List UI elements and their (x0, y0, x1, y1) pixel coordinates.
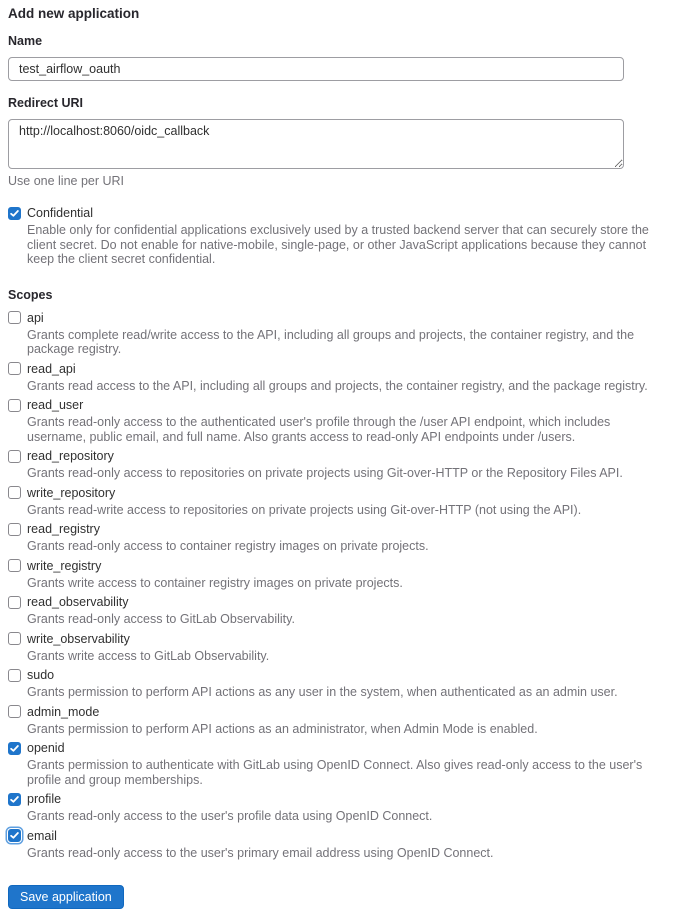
scope-item (8, 521, 684, 554)
scope-item (8, 631, 684, 664)
scope-checkbox[interactable] (8, 705, 21, 718)
scope-description: Grants complete read/write access to the API, including all groups and projects, the container registry, and the package registry. (27, 327, 635, 356)
confidential-description: Enable only for confidential applications exclusively used by a trusted backend server that can securely store the client secret. Do not enable for native-mobile, single-page, or other JavaScript applications because they cannot keep the client secret confidential. (27, 223, 649, 266)
check-icon (10, 795, 19, 804)
scope-checkbox[interactable] (8, 362, 21, 375)
scope-item (8, 397, 684, 444)
scope-item (8, 594, 684, 627)
scope-label[interactable]: write_repository (27, 485, 116, 500)
scope-checkbox[interactable] (8, 523, 21, 536)
scope-label[interactable]: email (27, 828, 57, 843)
scopes-section (8, 288, 684, 861)
scope-checkbox[interactable] (8, 559, 21, 572)
scope-item (8, 740, 684, 787)
scope-item (8, 485, 684, 518)
confidential-label[interactable]: Confidential (27, 206, 94, 220)
scope-checkbox[interactable] (8, 311, 21, 324)
scope-checkbox[interactable] (8, 742, 21, 755)
scope-description: Grants read-only access to container registry images on private projects. (27, 539, 429, 553)
scope-description: Grants permission to authenticate with GitLab using OpenID Connect. Also gives read-only access to the user's profile and group memberships. (27, 758, 643, 787)
scope-label[interactable]: api (27, 310, 44, 325)
scope-label[interactable]: write_observability (27, 631, 130, 646)
redirect-uri-field-group (8, 96, 684, 188)
scope-item (8, 558, 684, 591)
check-icon (10, 831, 19, 840)
name-label: Name (8, 34, 43, 48)
save-application-button[interactable]: Save application (8, 885, 124, 909)
scope-label[interactable]: read_observability (27, 595, 129, 609)
scope-checkbox[interactable] (8, 596, 21, 609)
scope-description: Grants read-only access to repositories on private projects using Git-over-HTTP or the Repository Files API. (27, 466, 623, 480)
scope-label[interactable]: sudo (27, 668, 55, 682)
scope-label[interactable]: openid (27, 741, 65, 755)
scope-label[interactable]: read_api (27, 361, 76, 376)
scope-item (8, 361, 684, 394)
scopes-label: Scopes (8, 287, 53, 302)
scope-checkbox[interactable] (8, 829, 21, 842)
scope-description: Grants permission to perform API actions as any user in the system, when authenticated as an admin user. (27, 685, 618, 699)
scope-description: Grants read-only access to the authenticated user's profile through the /user API endpoint, which includes username, public email, and full name. Also grants access to read-only API endpoints under /users. (27, 415, 611, 444)
scope-description: Grants read-only access to the user's primary email address using OpenID Connect. (27, 845, 494, 860)
scope-description: Grants write access to container registry images on private projects. (27, 575, 403, 590)
scope-item (8, 448, 684, 481)
scope-description: Grants read-write access to repositories on private projects using Git-over-HTTP (not using the API). (27, 502, 582, 517)
scope-label[interactable]: read_repository (27, 449, 114, 463)
scope-checkbox[interactable] (8, 450, 21, 463)
scope-checkbox[interactable] (8, 486, 21, 499)
scope-description: Grants write access to GitLab Observability. (27, 648, 270, 663)
page-title: Add new application (8, 6, 140, 21)
scope-description: Grants read-only access to GitLab Observability. (27, 612, 295, 626)
scope-label[interactable]: admin_mode (27, 704, 100, 719)
check-icon (10, 744, 19, 753)
scopes-list (8, 310, 684, 861)
scope-checkbox[interactable] (8, 399, 21, 412)
name-input[interactable] (8, 57, 624, 81)
scope-description: Grants read access to the API, including all groups and projects, the container registry, and the package registry. (27, 378, 648, 393)
redirect-uri-label: Redirect URI (8, 96, 84, 110)
scope-description: Grants permission to perform API actions as an administrator, when Admin Mode is enabled. (27, 721, 538, 736)
check-icon (10, 209, 19, 218)
name-field-group (8, 34, 684, 81)
scope-label[interactable]: read_registry (27, 522, 100, 536)
scope-label[interactable]: write_registry (27, 558, 102, 573)
scope-item (8, 828, 684, 861)
scope-item (8, 310, 684, 357)
scope-checkbox[interactable] (8, 669, 21, 682)
redirect-uri-textarea[interactable] (8, 119, 624, 169)
scope-item (8, 667, 684, 700)
scope-label[interactable]: read_user (27, 398, 84, 412)
scope-checkbox[interactable] (8, 793, 21, 806)
scope-item (8, 791, 684, 824)
redirect-uri-hint: Use one line per URI (8, 174, 125, 188)
scope-description: Grants read-only access to the user's profile data using OpenID Connect. (27, 809, 433, 823)
confidential-checkbox[interactable] (8, 207, 21, 220)
scope-item (8, 704, 684, 737)
confidential-section (8, 205, 684, 267)
scope-checkbox[interactable] (8, 632, 21, 645)
scope-label[interactable]: profile (27, 792, 62, 806)
